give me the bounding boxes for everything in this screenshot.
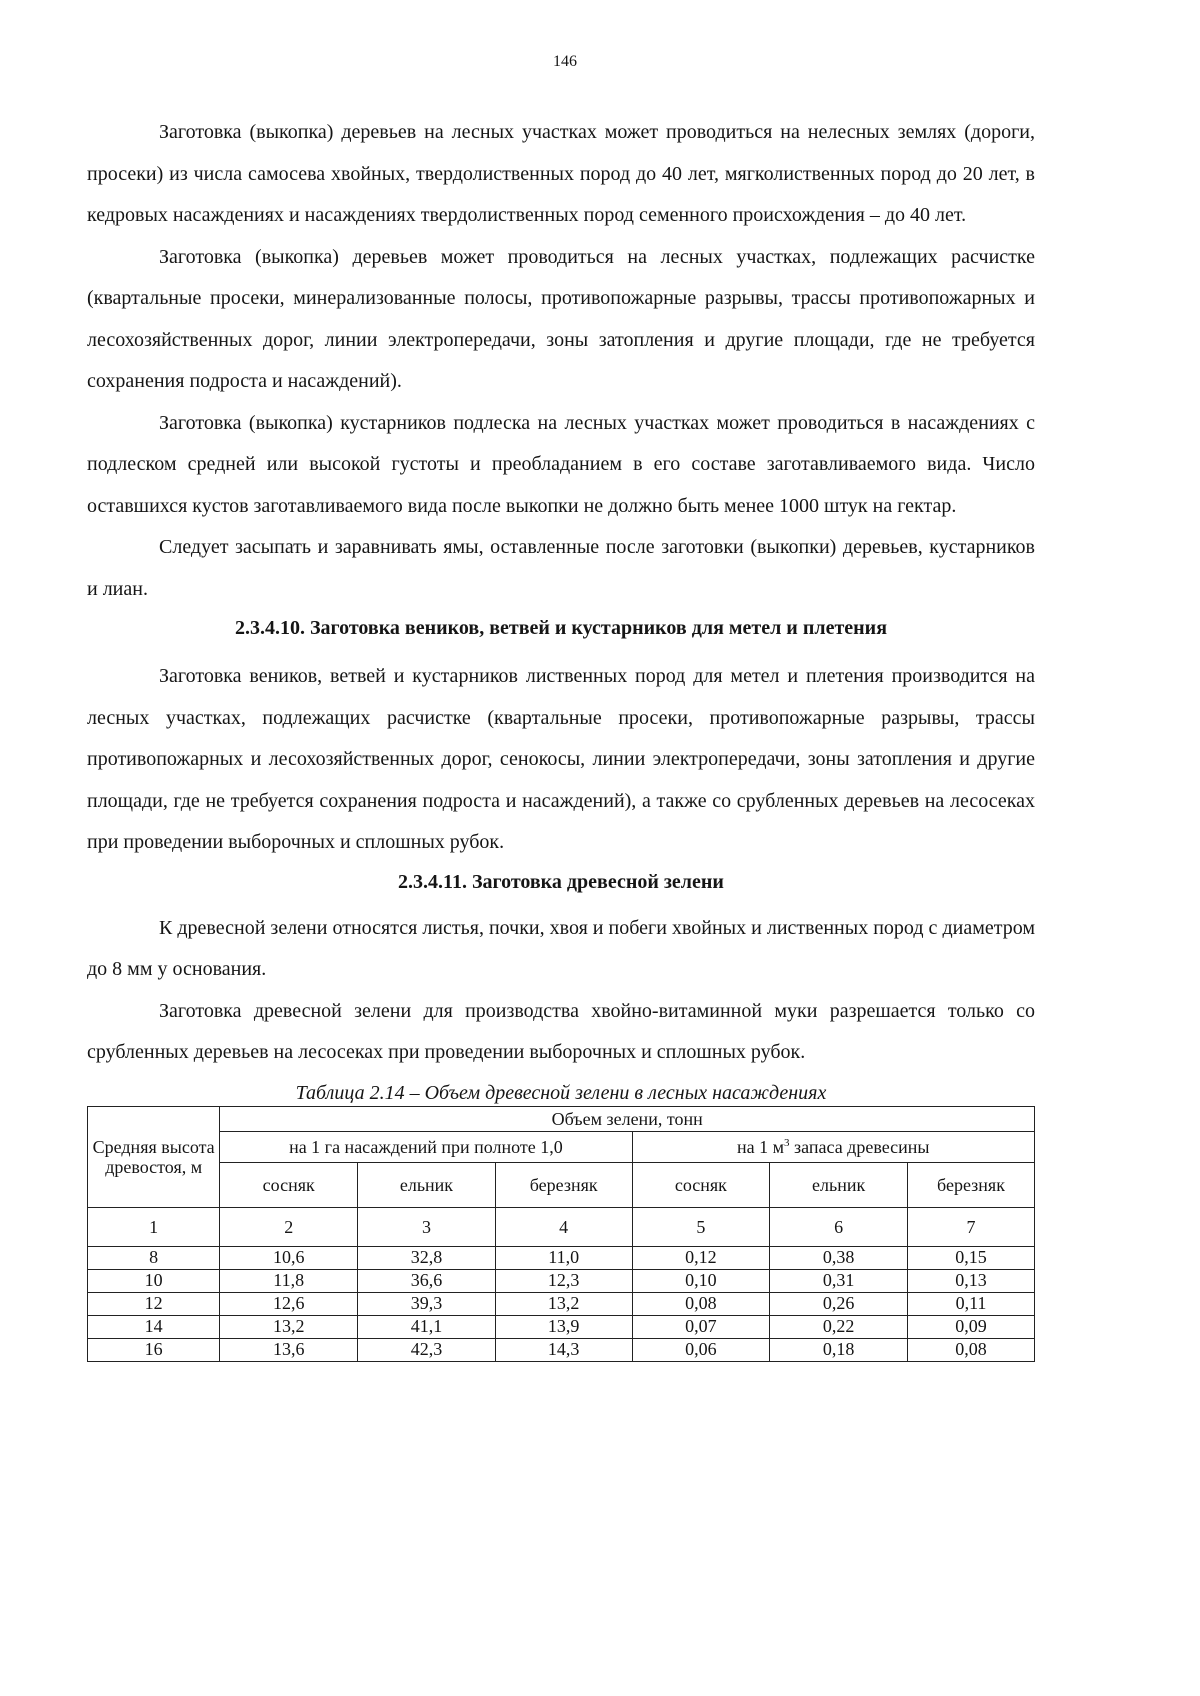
paragraph: Заготовка веников, ветвей и кустарников лиственных пород для метел и плетения производится на лесных участках, подлежащих расчистке (квартальные просеки, противопожарные разрывы, трассы противопожарных и лесохозяйственных дорог, сенокосы, линии электропередачи, зоны затопления и другие площади, где не требуется сохранения подроста и насаждений), а также со срубленных деревьев на лесосеках при проведении выборочных и сплошных рубок. [87,665,1035,853]
paragraph: Заготовка древесной зелени для производства хвойно-витаминной муки разрешается только со срубленных деревьев на лесосеках при проведении выборочных и сплошных рубок. [87,999,1035,1063]
column-number: 7 [908,1207,1035,1246]
table-cell: 36,6 [358,1269,496,1292]
table-cell: 0,18 [770,1338,908,1361]
table-cell: 13,2 [495,1292,632,1315]
table-cell: 12,6 [220,1292,358,1315]
table-row [88,1338,1035,1361]
subheader-suffix: запаса древесины [789,1136,930,1157]
table-cell: 0,15 [908,1246,1035,1269]
table-cell: 13,2 [220,1315,358,1338]
table-cell: 13,6 [220,1338,358,1361]
table-header-species: ельник [770,1162,908,1207]
section-heading: 2.3.4.11. Заготовка древесной зелени [398,870,724,893]
table-cell: 0,26 [770,1292,908,1315]
table-cell: 0,38 [770,1246,908,1269]
table-cell: 11,8 [220,1269,358,1292]
superscript: 3 [784,1136,790,1149]
table-cell: 10 [88,1269,220,1292]
column-number: 6 [770,1207,908,1246]
paragraph: К древесной зелени относятся листья, почки, хвоя и побеги хвойных и лиственных пород с диаметром до 8 мм у основания. [87,916,1035,980]
table-cell: 16 [88,1338,220,1361]
table-cell: 12,3 [495,1269,632,1292]
paragraph: Следует засыпать и заравнивать ямы, оставленные после заготовки (выкопки) деревьев, кустарников и лиан. [87,536,1035,600]
document-body [87,112,1035,1362]
table-cell: 14,3 [495,1338,632,1361]
table-row [88,1246,1035,1269]
paragraph: Заготовка (выкопка) деревьев на лесных участках может проводиться на нелесных землях (дороги, просеки) из числа самосева хвойных, твердолиственных пород до 40 лет, мягколиственных пород до 20 лет, в кедровых насаждениях и насаждениях твердолиственных пород семенного происхождения – до 40 лет. [87,121,1035,226]
table-row [88,1292,1035,1315]
table-cell: 8 [88,1246,220,1269]
table-cell: 0,08 [908,1338,1035,1361]
table-cell: 0,13 [908,1269,1035,1292]
table-row [88,1269,1035,1292]
table-header-species: сосняк [632,1162,770,1207]
paragraph: Заготовка (выкопка) кустарников подлеска на лесных участках может проводиться в насаждениях с подлеском средней или высокой густоты и преобладанием в его составе заготавливаемого вида. Число оставшихся кустов заготавливаемого вида после выкопки не должно быть менее 1000 штук на гектар. [87,411,1035,517]
table-cell: 0,31 [770,1269,908,1292]
table-cell: 32,8 [358,1246,496,1269]
table-cell: 12 [88,1292,220,1315]
table-cell: 10,6 [220,1246,358,1269]
table-row [88,1315,1035,1338]
subheader-prefix: на 1 м [736,1136,784,1157]
table-cell: 0,11 [908,1292,1035,1315]
column-number: 2 [220,1207,358,1246]
paragraph: Заготовка (выкопка) деревьев может проводиться на лесных участках, подлежащих расчистке (квартальные просеки, минерализованные полосы, противопожарные разрывы, трассы противопожарных и лесохозяйственных дорог, линии электропередачи, зоны затопления и другие площади, где не требуется сохранения подроста и насаждений). [87,245,1035,392]
table-cell: 0,09 [908,1315,1035,1338]
table-cell: 0,06 [632,1338,770,1361]
table-cell: 0,08 [632,1292,770,1315]
table-cell: 42,3 [358,1338,496,1361]
table-header-species: ельник [358,1162,496,1207]
table-header-height: Средняя высота древостоя, м [88,1106,220,1207]
table-subheader-per-cubic-meter [632,1131,1035,1162]
column-number: 5 [632,1207,770,1246]
table-header-group: Объем зелени, тонн [220,1106,1035,1131]
table-subheader-per-hectare: на 1 га насаждений при полноте 1,0 [220,1131,632,1162]
column-number-row [88,1207,1035,1246]
table-cell: 41,1 [358,1315,496,1338]
section-heading: 2.3.4.10. Заготовка веников, ветвей и кустарников для метел и плетения [234,617,888,639]
table-cell: 11,0 [495,1246,632,1269]
table-cell: 0,12 [632,1246,770,1269]
table-cell: 0,10 [632,1269,770,1292]
column-number: 3 [358,1207,496,1246]
table-cell: 14 [88,1315,220,1338]
column-number: 1 [88,1207,220,1246]
page-number: 146 [553,53,577,70]
table-header-species: березняк [908,1162,1035,1207]
table-header-species: сосняк [220,1162,358,1207]
table-cell: 13,9 [495,1315,632,1338]
table-header-species: березняк [495,1162,632,1207]
table-cell: 0,22 [770,1315,908,1338]
column-number: 4 [495,1207,632,1246]
data-table [87,1106,1035,1362]
table-cell: 0,07 [632,1315,770,1338]
table-caption: Таблица 2.14 – Объем древесной зелени в лесных насаждениях [295,1081,827,1104]
table-cell: 39,3 [358,1292,496,1315]
